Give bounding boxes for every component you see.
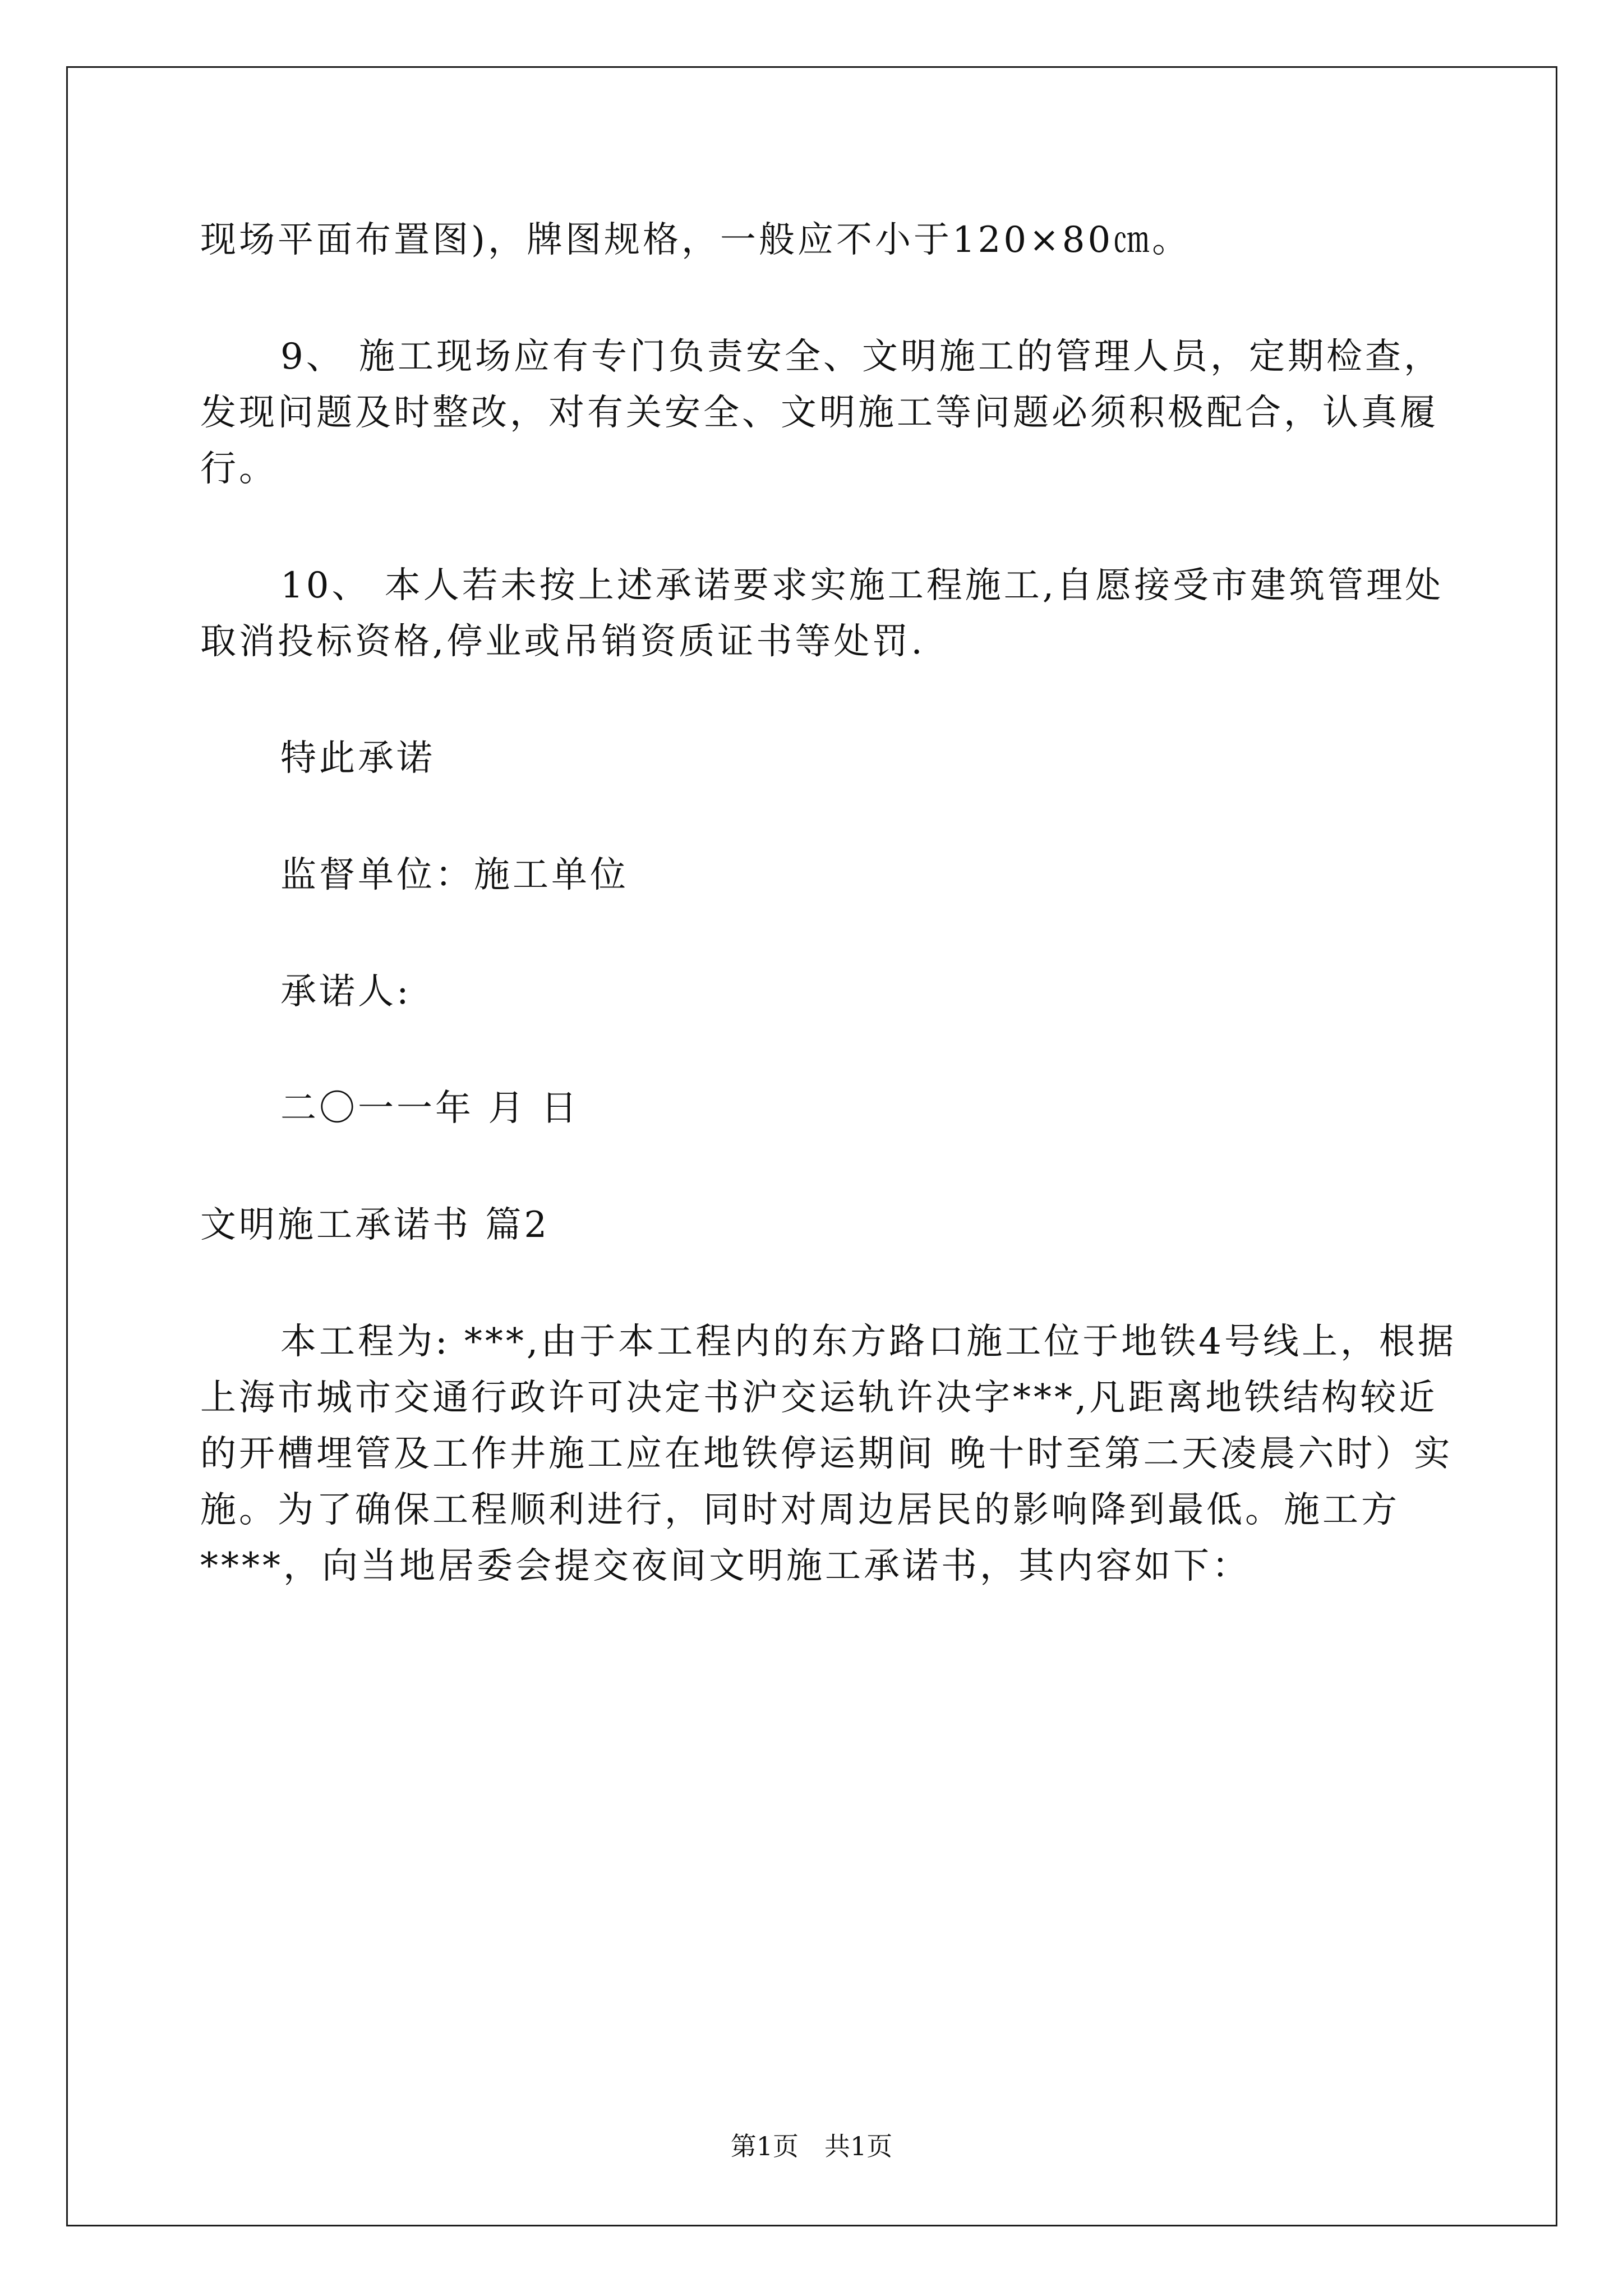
closing-statement: 特此承诺 <box>280 738 435 779</box>
signature-promisor: 承诺人: <box>280 971 412 1013</box>
paragraph-intro: 本工程为: ***,由于本工程内的东方路口施工位于地铁4号线上，根据上海市城市交通行政许可决定书沪交运轨许决字***,凡距离地铁结构较近的开槽埋管及工作井施工应在地铁停运期间 晚十时至第二天凌晨六时）实施。为了确保工程顺利进行，同时对周边居民的影响降到最低。施工方****，向当地居委会提交夜间文明施工承诺书，其内容如下： <box>200 1321 1456 1587</box>
section-heading: 文明施工承诺书 篇2 <box>200 1204 550 1246</box>
signature-date: 二〇一一年 月 日 <box>280 1088 580 1129</box>
paragraph-continuation: 现场平面布置图)，牌图规格，一般应不小于120×80㎝。 <box>200 219 1191 261</box>
document-body <box>200 212 1462 1655</box>
paragraph-item-10: 10、 本人若未按上述承诺要求实施工程施工,自愿接受市建筑管理处取消投标资格,停业或吊销资质证书等处罚. <box>200 565 1444 662</box>
page-number-current: 第1页 <box>730 2131 799 2161</box>
signature-units: 监督单位：施工单位 <box>280 854 629 896</box>
page-number-total: 共1页 <box>824 2131 893 2161</box>
page-footer <box>0 2126 1623 2163</box>
paragraph-item-9: 9、 施工现场应有专门负责安全、文明施工的管理人员，定期检查，发现问题及时整改，对有关安全、文明施工等问题必须积极配合，认真履行。 <box>200 336 1443 490</box>
